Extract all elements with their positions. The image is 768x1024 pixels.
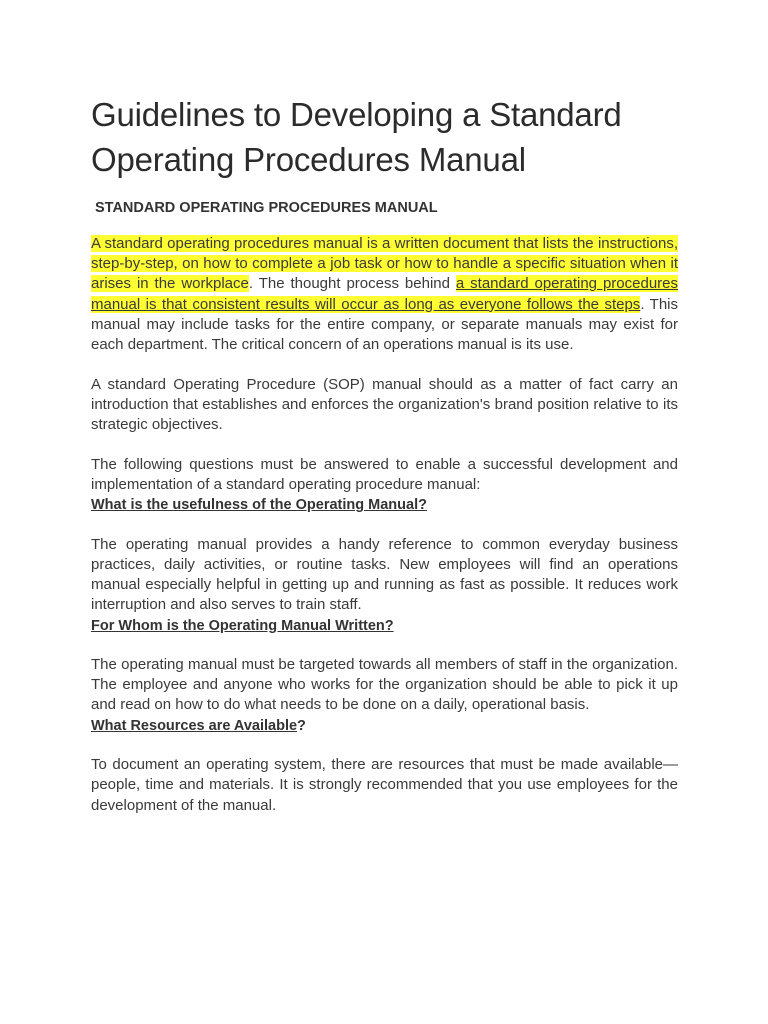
section-body-usefulness: The operating manual provides a handy reference to common everyday business practices, daily activities, or routine tasks. New employees will find an operations manual especially helpful in getting up and running as fast as possible. It reduces work interruption and also serves to train staff.	[91, 535, 678, 614]
section-heading-text: What Resources are Available	[91, 717, 298, 734]
section-heading-text: What is the usefulness of the Operating Manual?	[91, 497, 427, 514]
section-body-resources: To document an operating system, there are resources that must be made available—people, time and materials. It is strongly recommended that you use employees for the development of the manual.	[91, 756, 678, 814]
document-page	[91, 92, 678, 816]
highlighted-text: A standard operating procedures manual is a written document that lists the instructions, step-by-step, on how to complete a job task or how to handle a specific situation when it arises in the workplace	[91, 235, 678, 293]
section-heading-suffix: ?	[297, 717, 306, 734]
section-body-audience: The operating manual must be targeted towards all members of staff in the organization. The employee and anyone who works for the organization should be able to pick it up and read on how to do what needs to be done on a daily, operational basis.	[91, 656, 678, 714]
document-title: Guidelines to Developing a Standard Operating Procedures Manual	[91, 96, 622, 178]
questions-paragraph: The following questions must be answered to enable a successful development and implementation of a standard operating procedure manual:	[91, 455, 678, 494]
intro-paragraph	[91, 234, 678, 355]
section-heading-usefulness	[91, 495, 678, 515]
highlighted-underlined-text: a standard operating procedures manual is that consistent results will occur as long as everyone follows the steps	[91, 275, 678, 313]
intro-text-continued: . This manual may include tasks for the entire company, or separate manuals may exist for each department. The critical concern of an operations manual is its use.	[91, 295, 678, 354]
document-subtitle: STANDARD OPERATING PROCEDURES MANUAL	[95, 200, 438, 216]
sop-paragraph: A standard Operating Procedure (SOP) manual should as a matter of fact carry an introduction that establishes and enforces the organization's brand position relative to its strategic objectives.	[91, 375, 678, 434]
section-heading-audience	[91, 616, 678, 636]
intro-text: . The thought process behind	[248, 275, 456, 293]
section-heading-text: For Whom is the Operating Manual Written?	[91, 617, 394, 634]
section-heading-resources	[91, 716, 678, 736]
